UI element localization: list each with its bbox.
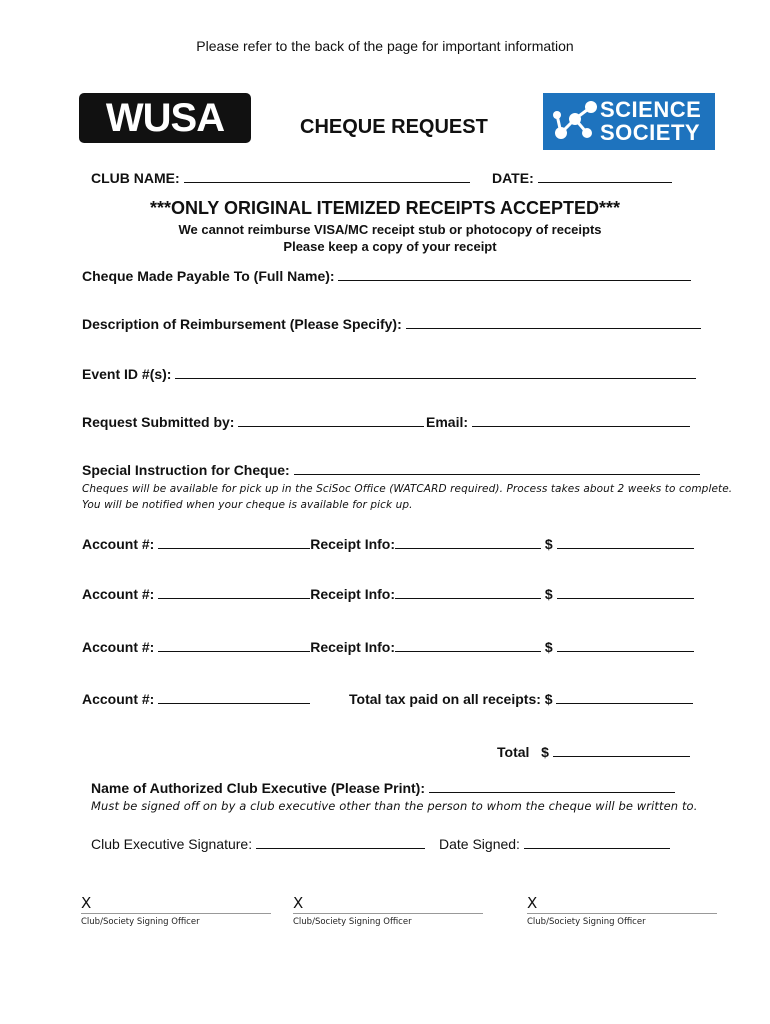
event-row [82,366,696,382]
description-row [82,316,701,332]
signature-line[interactable] [527,913,717,914]
date-row [492,170,672,186]
exec-note: Must be signed off on by a club executive other than the person to whom the cheque will be written to. [91,799,698,813]
receipt-info-label: Receipt Info: [310,639,396,655]
account-row [82,536,694,552]
molecule-icon [547,93,603,150]
logo-line-society: SOCIETY [600,120,701,145]
account-label: Account #: [82,586,155,602]
receipt-info-label: Receipt Info: [310,586,396,602]
account-field[interactable] [158,639,310,652]
special-instruction-field[interactable] [294,462,700,475]
date-signed-row [439,836,670,852]
signature-caption: Club/Society Signing Officer [81,917,200,927]
event-id-field[interactable] [175,366,696,379]
email-row [426,414,690,430]
amount-field[interactable] [557,536,694,549]
signature-line[interactable] [81,913,271,914]
exec-name-row [91,780,675,796]
club-name-label: CLUB NAME: [91,170,180,186]
receipt-info-field[interactable] [395,639,541,652]
event-id-label: Event ID #(s): [82,366,172,382]
signature-line[interactable] [293,913,483,914]
dollar-sign: $ [544,536,553,552]
account-row [82,691,310,707]
wusa-logo-text: WUSA [105,96,225,140]
account-field[interactable] [158,586,310,599]
date-field[interactable] [538,170,672,183]
date-label: DATE: [492,170,534,186]
receipts-notice-1: We cannot reimburse VISA/MC receipt stub or photocopy of receipts [178,222,602,237]
tax-field[interactable] [556,691,693,704]
receipts-heading: ***ONLY ORIGINAL ITEMIZED RECEIPTS ACCEPTED*** [149,198,621,218]
account-row [82,586,694,602]
account-label: Account #: [82,639,155,655]
special-row [82,462,700,478]
logo-line-science: SCIENCE [600,97,702,122]
header-note: Please refer to the back of the page for important information [196,38,574,54]
exec-name-field[interactable] [429,780,675,793]
exec-signature-row [91,836,425,852]
signature-caption: Club/Society Signing Officer [293,917,412,927]
email-field[interactable] [472,414,690,427]
total-row [497,744,690,760]
club-name-row [91,170,470,186]
tax-row [349,691,693,707]
account-label: Account #: [82,691,155,707]
pickup-note-1: Cheques will be available for pick up in the SciSoc Office (WATCARD required). Process takes about 2 weeks to complete. [82,483,733,495]
special-instruction-label: Special Instruction for Cheque: [82,462,290,478]
amount-field[interactable] [557,639,694,652]
dollar-sign: $ [544,586,553,602]
receipt-info-field[interactable] [395,536,541,549]
amount-field[interactable] [557,586,694,599]
wusa-logo [79,93,251,143]
tax-label: Total tax paid on all receipts: $ [349,691,553,707]
date-signed-label: Date Signed: [439,836,520,852]
account-field[interactable] [158,691,310,704]
payable-row [82,268,691,284]
submitted-row [82,414,424,430]
submitted-by-field[interactable] [238,414,424,427]
exec-name-label: Name of Authorized Club Executive (Please Print): [91,780,425,796]
signature-x-mark: X [527,894,538,912]
email-label: Email: [426,414,469,430]
total-label: Total [497,744,530,760]
science-society-logo [543,93,715,150]
submitted-by-label: Request Submitted by: [82,414,235,430]
account-label: Account #: [82,536,155,552]
payable-label: Cheque Made Payable To (Full Name): [82,268,335,284]
dollar-sign: $ [541,744,549,760]
payable-field[interactable] [338,268,691,281]
receipt-info-field[interactable] [395,586,541,599]
account-row [82,639,694,655]
page-title: CHEQUE REQUEST [300,116,488,138]
pickup-note-2: You will be notified when your cheque is available for pick up. [82,499,413,511]
receipt-info-label: Receipt Info: [310,536,396,552]
club-name-field[interactable] [184,170,470,183]
signature-x-mark: X [81,894,92,912]
date-signed-field[interactable] [524,836,670,849]
receipts-notice-2: Please keep a copy of your receipt [283,239,497,254]
total-field[interactable] [553,744,690,757]
signature-caption: Club/Society Signing Officer [527,917,646,927]
dollar-sign: $ [544,639,553,655]
signature-x-mark: X [293,894,304,912]
description-label: Description of Reimbursement (Please Specify): [82,316,402,332]
exec-signature-field[interactable] [256,836,425,849]
exec-signature-label: Club Executive Signature: [91,836,253,852]
account-field[interactable] [158,536,310,549]
description-field[interactable] [406,316,701,329]
